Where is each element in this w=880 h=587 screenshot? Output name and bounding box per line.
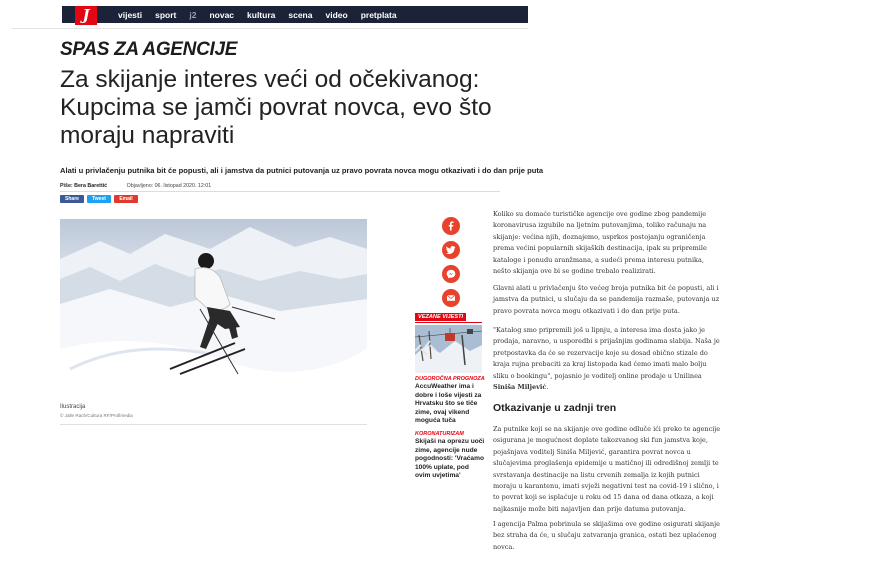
author-label: Piše: [60, 183, 73, 189]
related-item-title[interactable]: AccuWeather ima i dobre i loše vijesti za Hrvatsku što se tiče zime, ovaj vikend moguća tuča [415, 383, 482, 425]
twitter-share-icon[interactable] [442, 241, 460, 259]
related-item-tag: KORONATURIZAM [415, 431, 464, 437]
article-headline: Za skijanje interes veći od očekivanog: Kupcima se jamči povrat novca, evo što moraju napraviti [60, 66, 492, 149]
share-twitter-button[interactable] [87, 195, 111, 203]
article-kicker: SPAS ZA AGENCIJE [60, 39, 238, 60]
article-paragraph: Glavni alati u privlačenju što većeg broja putnika bit će popusti, ali i jamstva da putnici, u slučaju da se pandemija razmaše, putovanja uz pravo povrata novca mogu otkazivati i do dan prije puta. [493, 284, 720, 315]
article-paragraph: Koliko su domaće turističke agencije ove godine zbog pandemije koronavirusa izgubile na ljetnim putovanjima, toliko računaju na skijanje: većina njih, doznajemo, usprkos postojanju ograničenja prema većini popularnih skijaških destinacija, ipak su pripremile kataloge i ponudu aranžmana, a sudeći prema interesu putnika, nešto skijanja ove bi se godine trebalo realizirati. [493, 210, 707, 276]
nav-item-j2[interactable]: j2 [189, 9, 197, 20]
article-lede: Alati u privlačenju putnika bit će popusti, ali i jamstva da putnici putovanja uz pravo povrata novca mogu otkazivati i do dan prije puta [60, 166, 544, 175]
facebook-share-icon[interactable] [442, 217, 460, 235]
nav-item-video[interactable]: video [325, 9, 348, 20]
share-facebook-button[interactable] [60, 195, 84, 203]
messenger-share-icon[interactable] [442, 265, 460, 283]
article-meta [60, 183, 211, 189]
author-name[interactable]: Bera Barettić [74, 183, 108, 189]
article-paragraph: Za putnike koji se na skijanje ove godine odluče ići preko te agencije osigurana je mogućnost doplate takozvanog ski fun jamstva koje, pojašnjava voditelj Siniša Miljević, garantira povrat novca u slučajevima proglašenja epidemije u matičnoj ili odredišnoj zemlji te svrstavanja destinacije na listu crvenih zemalja iz kojih putnici moraju u karantenu, imati svježi negativni test na covid-19 i slično, i to povrat koji se isplaćuje u roku od 15 dana od dana otkaza, a koji najkasnije može biti najavljen dan prije datuma putovanja. [493, 425, 721, 513]
related-item-title[interactable]: Skijaši na oprezu uoči zime, agencije nude pogodnosti: 'Vraćamo 100% uplate, pod ovim uvjetima' [415, 438, 485, 480]
main-nav [118, 6, 410, 23]
related-news-thumbnail[interactable] [415, 325, 482, 373]
quote-person: Siniša Miljević [493, 383, 547, 392]
ski-lift-illustration [415, 325, 482, 373]
nav-item-scena[interactable]: scena [288, 9, 313, 20]
nav-item-kultura[interactable]: kultura [247, 9, 276, 20]
share-email-button[interactable] [114, 195, 138, 203]
header-divider [12, 28, 528, 29]
photo-caption: Ilustracija [60, 404, 86, 410]
related-item-tag: DUGOROČNA PROGNOZA [415, 376, 485, 382]
share-facebook-label: Share [65, 196, 79, 202]
meta-divider [60, 191, 500, 192]
nav-item-sport[interactable]: sport [155, 9, 177, 20]
skier-illustration [60, 219, 367, 400]
share-email-label: Email [119, 196, 133, 202]
nav-item-novac[interactable]: novac [209, 9, 235, 20]
email-share-icon[interactable] [442, 289, 460, 307]
article-paragraph: "Katalog smo pripremili još u lipnju, a interesa ima dosta jako je prodaja, naravno, u usporedbi s prijašnjim godinama slabija. Naša je pretpostavka da će se rezervacije koje su dosad obično stizale do kraja rujna prebaciti za kraj listopada kad ćemo imati malo bolju sliku o bookingu", pojasnio je voditelj online prodaje u Unilinea Siniša Miljević. [493, 326, 720, 392]
publish-date: Objavljeno: 06. listopad 2020. 12:01 [126, 183, 212, 189]
related-news-heading: VEZANE VIJESTI [415, 313, 466, 321]
article-photo[interactable] [60, 219, 367, 400]
article-paragraph: I agencija Palma pobrinula se skijašima ove godine osigurati skijanje bez straha da će, u slučaju zatvaranja granica, ostati bez uplaćenog novca. [493, 520, 720, 551]
top-navigation-bar [62, 6, 528, 23]
related-news-divider [415, 322, 482, 323]
share-twitter-label: Tweet [92, 196, 106, 202]
nav-item-pretplata[interactable]: pretplata [360, 9, 397, 20]
quote-text: "Katalog smo pripremili još u lipnju, a interesa ima dosta jako je prodaja, naravno, u usporedbi s prijašnjim godinama slabija. Naša je pretpostavka da će se rezervacije koje su dosad obično stizale do kraja rujna prebaciti za kraj listopada kad ćemo imati malo bolju sliku o bookingu", pojasnio je voditelj online prodaje u Unilinea [493, 326, 720, 380]
photo-credit: © Jalle Rach/Cultura RF/Profimedia [60, 413, 133, 418]
site-logo[interactable]: J [75, 6, 97, 25]
article-subheading: Otkazivanje u zadnji tren [493, 402, 617, 414]
caption-divider [60, 424, 367, 425]
nav-item-vijesti[interactable]: vijesti [118, 9, 143, 20]
